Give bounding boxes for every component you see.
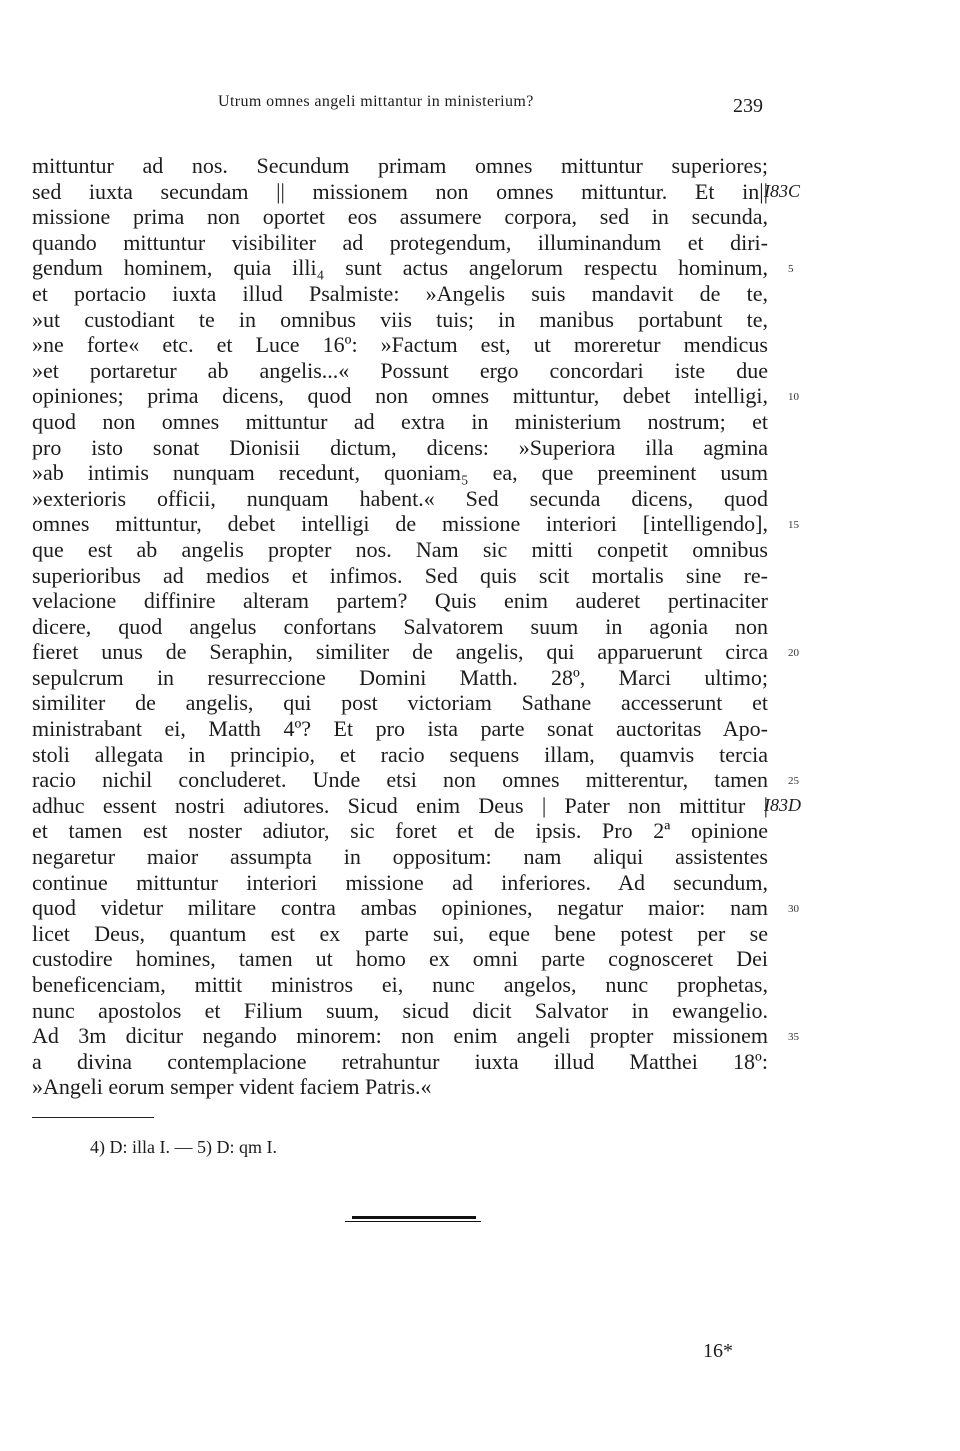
page-header [0, 93, 960, 121]
line-number-35: 35 [788, 1031, 799, 1044]
text-line-25: racio nichil concluderet. Unde etsi non omnes mitterentur, tamen [32, 767, 768, 793]
text-line-30: quod videtur militare contra ambas opiniones, negatur maior: nam [32, 895, 768, 921]
footnote-5: 5) D: qm I. [196, 1137, 277, 1157]
text-line-18: velacione diffinire alteram partem? Quis enim auderet pertinaciter [32, 588, 768, 614]
text-line-9: »et portaretur ab angelis...« Possunt ergo concordari iste due [32, 357, 768, 383]
text-line-20: fieret unus de Seraphin, similiter de angelis, qui apparuerunt circa [32, 639, 768, 665]
line-number-15: 15 [788, 519, 799, 532]
text-line-32: custodire homines, tamen ut homo ex omni parte cognosceret Dei [32, 946, 768, 972]
printer-signature: 16* [703, 1340, 733, 1362]
text-line-4: quando mittuntur visibiliter ad protegendum, illuminandum et diri- [32, 229, 768, 255]
footnote-dash: — [174, 1137, 193, 1157]
text-line-33: beneficenciam, mittit ministros ei, nunc angelos, nunc prophetas, [32, 972, 768, 997]
text-line-12: pro isto sonat Dionisii dictum, dicens: »Superiora illa agmina [32, 434, 768, 460]
footnote-rule [32, 1117, 154, 1118]
text-line-23: ministrabant ei, Matth 4º? Et pro ista parte sonat auctoritas Apo- [32, 716, 768, 742]
line-number-30: 30 [788, 903, 799, 916]
text-line-31: licet Deus, quantum est ex parte sui, eque bene potest per se [32, 920, 768, 946]
text-line-27: et tamen est noster adiutor, sic foret et de ipsis. Pro 2ª opinione [32, 818, 768, 844]
line-number-20: 20 [788, 647, 799, 660]
folio-marker-183c: I83C [764, 180, 800, 201]
line-number-5: 5 [788, 263, 794, 276]
text-line-35: Ad 3m dicitur negando minorem: non enim angeli propter missionem [32, 1023, 768, 1049]
text-line-1: mittuntur ad nos. Secundum primam omnes mittuntur superiores; [32, 153, 768, 178]
text-line-26: adhuc essent nostri adiutores. Sicud enim Deus | Pater non mittitur | [32, 792, 768, 818]
line-number-25: 25 [788, 775, 799, 788]
folio-marker-183d: I83D [764, 794, 801, 815]
text-line-28: negaretur maior assumpta in oppositum: nam aliqui assistentes [32, 844, 768, 870]
footnote-4: 4) D: illa I. [90, 1137, 170, 1157]
text-line-6: et portacio iuxta illud Psalmiste: »Angelis suis mandavit de te, [32, 280, 768, 306]
text-line-15: omnes mittuntur, debet intelligi de missione interiori [intelligendo], [32, 511, 768, 537]
text-line-13: »ab intimis nunquam recedunt, quoniam₅ ea, que preeminent usum [32, 460, 768, 486]
text-line-24: stoli allegata in principio, et racio sequens illam, quamvis tercia [32, 741, 768, 767]
text-line-7: »ut custodiant te in omnibus viis tuis; in manibus portabunt te, [32, 306, 768, 332]
text-line-11: quod non omnes mittuntur ad extra in ministerium nostrum; et [32, 408, 768, 434]
ornamental-rule-thin [345, 1221, 481, 1222]
text-line-8: »ne forte« etc. et Luce 16º: »Factum est, ut moreretur mendicus [32, 332, 768, 358]
text-line-10: opiniones; prima dicens, quod non omnes mittuntur, debet intelligi, [32, 383, 768, 409]
text-line-36: a divina contemplacione retrahuntur iuxta illud Matthei 18º: [32, 1048, 768, 1074]
text-line-34: nunc apostolos et Filium suum, sicud dicit Salvator in ewangelio. [32, 997, 768, 1023]
text-line-16: que est ab angelis propter nos. Nam sic mitti conpetit omnibus [32, 536, 768, 562]
page-number: 239 [733, 95, 763, 117]
running-head: Utrum omnes angeli mittantur in ministerium? [218, 93, 534, 110]
line-number-10: 10 [788, 391, 799, 404]
text-line-37: »Angeli eorum semper vident faciem Patris.« [32, 1074, 432, 1100]
text-line-14: »exterioris officii, nunquam habent.« Sed secunda dicens, quod [32, 485, 768, 511]
text-line-17: superioribus ad medios et infimos. Sed quis scit mortalis sine re- [32, 562, 768, 588]
text-line-21: sepulcrum in resurreccione Domini Matth. 28º, Marci ultimo; [32, 664, 768, 690]
text-line-3: missione prima non oportet eos assumere corpora, sed in secunda, [32, 204, 768, 230]
text-line-22: similiter de angelis, qui post victoriam Sathane accesserunt et [32, 690, 768, 716]
text-line-29: continue mittuntur interiori missione ad inferiores. Ad secundum, [32, 869, 768, 895]
text-line-2: sed iuxta secundam || missionem non omnes mittuntur. Et in|| [32, 178, 768, 204]
ornamental-rule-thick [352, 1216, 476, 1219]
text-line-5: gendum hominem, quia illi₄ sunt actus angelorum respectu hominum, [32, 255, 768, 281]
margin-column [764, 153, 948, 1049]
text-line-19: dicere, quod angelus confortans Salvatorem suum in agonia non [32, 613, 768, 639]
main-text [32, 153, 768, 1100]
footnotes [90, 1137, 277, 1158]
